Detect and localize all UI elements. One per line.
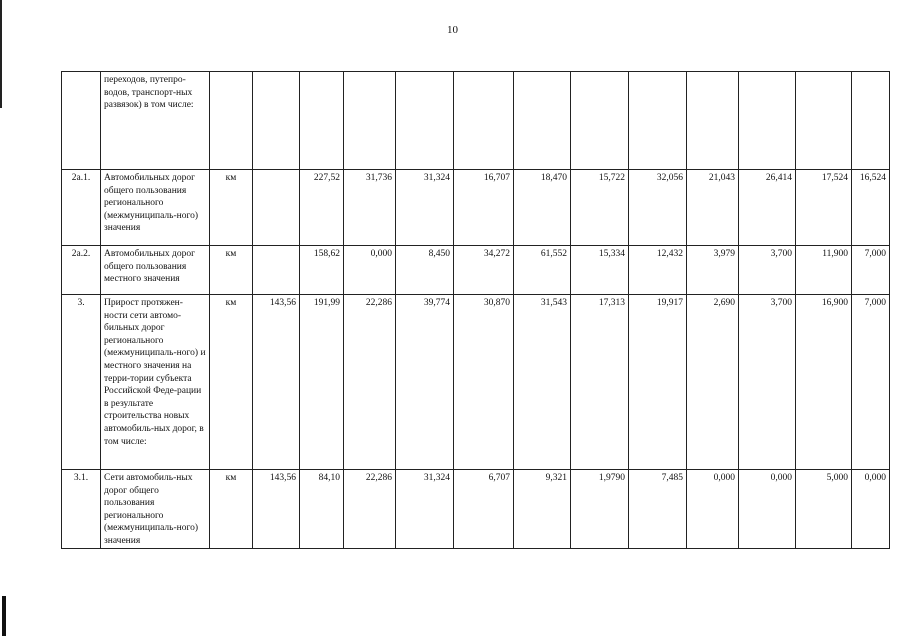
value-cell: 21,043 xyxy=(687,170,739,246)
value-cell xyxy=(396,72,454,170)
value-cell: 16,524 xyxy=(852,170,890,246)
row-unit-cell: км xyxy=(210,470,253,549)
row-unit-cell: км xyxy=(210,170,253,246)
value-cell: 39,774 xyxy=(396,295,454,470)
value-cell: 5,000 xyxy=(796,470,852,549)
table-row xyxy=(62,72,890,170)
value-cell: 0,000 xyxy=(852,470,890,549)
row-name-cell: Автомобильных дорог общего пользования регионального (межмуниципаль-ного) значения xyxy=(101,170,210,246)
row-name-cell: Сети автомобиль-ных дорог общего пользования регионального (межмуниципаль-ного) значения xyxy=(101,470,210,549)
value-cell xyxy=(687,72,739,170)
value-cell: 16,707 xyxy=(454,170,514,246)
row-name-cell: Прирост протяжен-ности сети автомо-бильных дорог регионального (межмуниципаль-ного) и местного значения на терри-тории субъекта Российской Феде-рации в результате строительства новых автомобиль-ных дорог, в том числе: xyxy=(101,295,210,470)
value-cell: 3,979 xyxy=(687,246,739,295)
table-row xyxy=(62,170,890,246)
value-cell: 31,543 xyxy=(514,295,571,470)
value-cell: 15,334 xyxy=(571,246,629,295)
value-cell: 6,707 xyxy=(454,470,514,549)
page-number: 10 xyxy=(447,24,458,36)
row-name-cell: Автомобильных дорог общего пользования местного значения xyxy=(101,246,210,295)
row-unit-cell: км xyxy=(210,295,253,470)
value-cell: 18,470 xyxy=(514,170,571,246)
page-edge-line xyxy=(0,0,2,108)
value-cell: 2,690 xyxy=(687,295,739,470)
value-cell: 31,736 xyxy=(344,170,396,246)
value-cell xyxy=(253,246,300,295)
value-cell xyxy=(571,72,629,170)
value-cell: 31,324 xyxy=(396,170,454,246)
row-number-cell: 3. xyxy=(62,295,101,470)
value-cell: 15,722 xyxy=(571,170,629,246)
value-cell: 7,000 xyxy=(852,295,890,470)
value-cell: 16,900 xyxy=(796,295,852,470)
table-row xyxy=(62,295,890,470)
data-table xyxy=(61,71,890,549)
value-cell xyxy=(344,72,396,170)
value-cell: 9,321 xyxy=(514,470,571,549)
value-cell: 3,700 xyxy=(739,295,796,470)
table-row xyxy=(62,246,890,295)
value-cell: 22,286 xyxy=(344,295,396,470)
value-cell xyxy=(629,72,687,170)
row-unit-cell: км xyxy=(210,246,253,295)
value-cell: 31,324 xyxy=(396,470,454,549)
value-cell: 0,000 xyxy=(739,470,796,549)
row-number-cell: 2а.1. xyxy=(62,170,101,246)
row-number-cell: 3.1. xyxy=(62,470,101,549)
table-body xyxy=(62,72,890,549)
value-cell: 7,000 xyxy=(852,246,890,295)
value-cell xyxy=(300,72,344,170)
value-cell: 30,870 xyxy=(454,295,514,470)
value-cell: 1,9790 xyxy=(571,470,629,549)
value-cell: 143,56 xyxy=(253,470,300,549)
row-number-cell: 2а.2. xyxy=(62,246,101,295)
row-number-cell xyxy=(62,72,101,170)
value-cell xyxy=(796,72,852,170)
value-cell: 19,917 xyxy=(629,295,687,470)
value-cell: 22,286 xyxy=(344,470,396,549)
value-cell: 0,000 xyxy=(344,246,396,295)
value-cell: 84,10 xyxy=(300,470,344,549)
value-cell xyxy=(852,72,890,170)
value-cell: 17,313 xyxy=(571,295,629,470)
value-cell: 12,432 xyxy=(629,246,687,295)
value-cell: 191,99 xyxy=(300,295,344,470)
value-cell: 143,56 xyxy=(253,295,300,470)
value-cell xyxy=(253,72,300,170)
value-cell: 7,485 xyxy=(629,470,687,549)
value-cell xyxy=(739,72,796,170)
value-cell: 17,524 xyxy=(796,170,852,246)
value-cell: 32,056 xyxy=(629,170,687,246)
scan-edge-mark xyxy=(2,596,6,636)
value-cell xyxy=(514,72,571,170)
value-cell: 8,450 xyxy=(396,246,454,295)
row-name-cell: переходов, путепро-водов, транспорт-ных развязок) в том числе: xyxy=(101,72,210,170)
value-cell: 158,62 xyxy=(300,246,344,295)
value-cell: 0,000 xyxy=(687,470,739,549)
value-cell xyxy=(253,170,300,246)
value-cell: 34,272 xyxy=(454,246,514,295)
value-cell: 61,552 xyxy=(514,246,571,295)
row-unit-cell xyxy=(210,72,253,170)
value-cell: 26,414 xyxy=(739,170,796,246)
table-row xyxy=(62,470,890,549)
value-cell xyxy=(454,72,514,170)
value-cell: 11,900 xyxy=(796,246,852,295)
value-cell: 227,52 xyxy=(300,170,344,246)
value-cell: 3,700 xyxy=(739,246,796,295)
